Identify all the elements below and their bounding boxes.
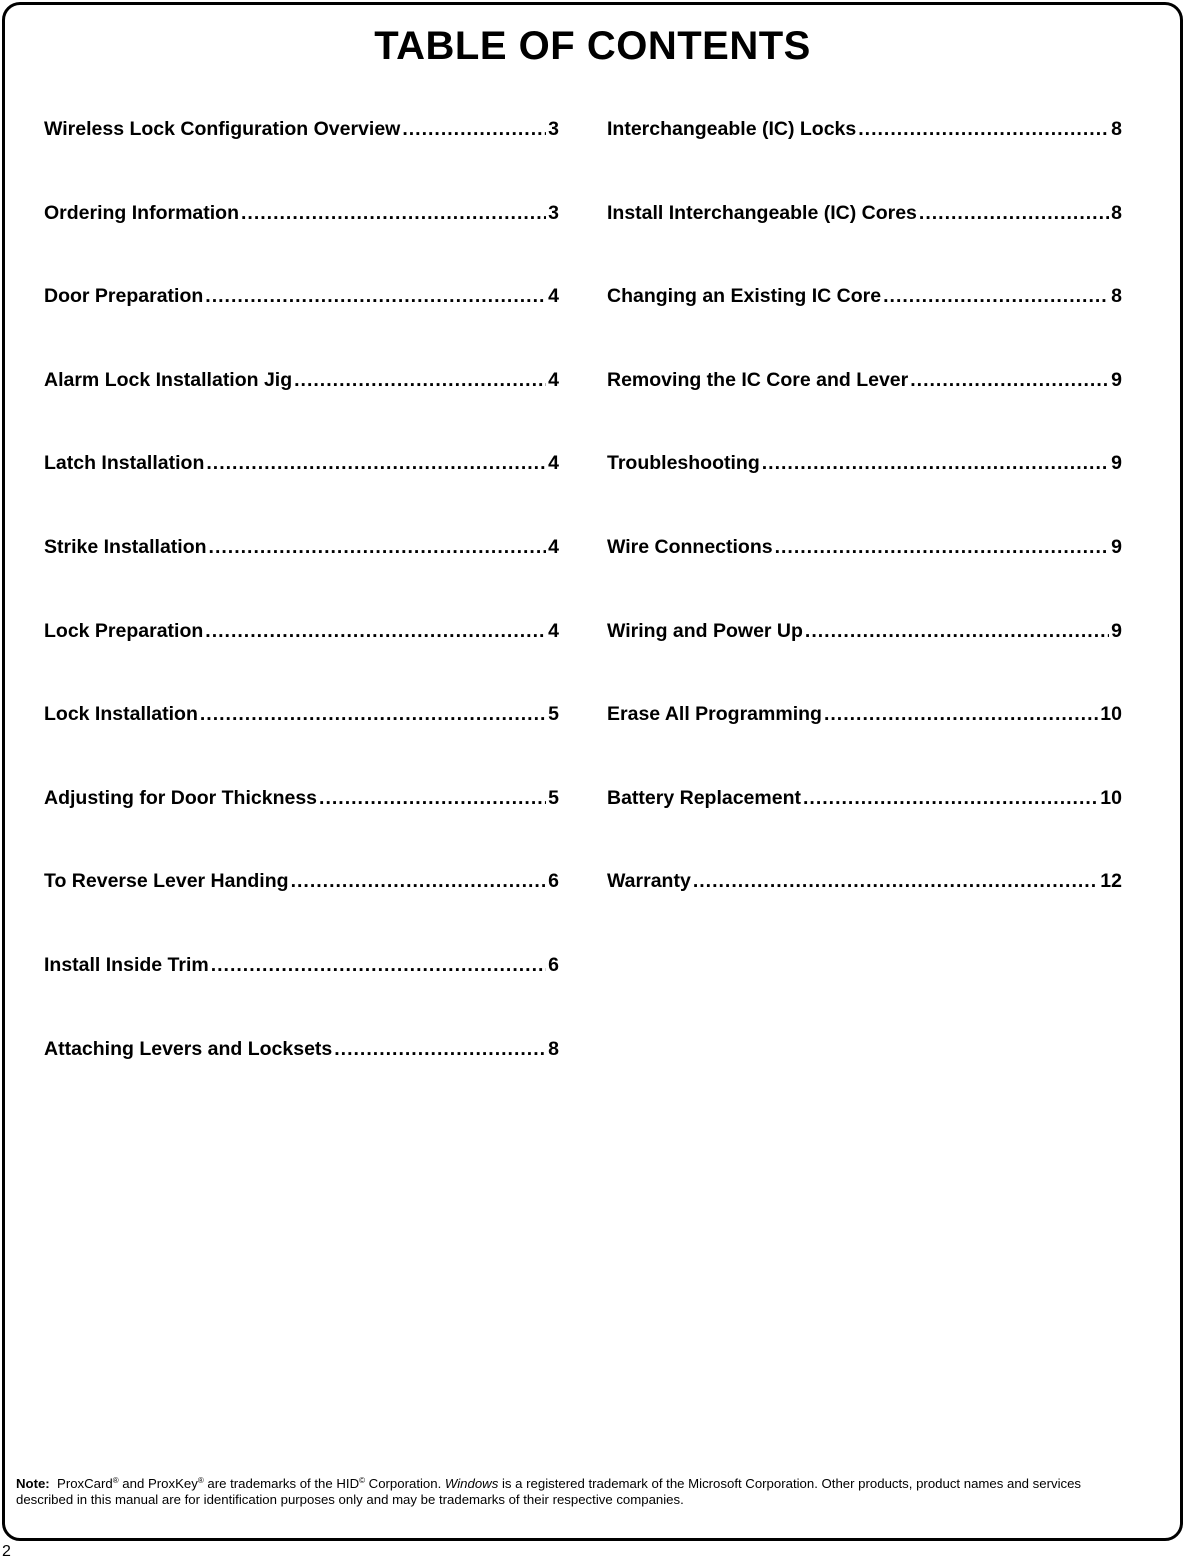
toc-left-column: [44, 118, 559, 1121]
page-title: TABLE OF CONTENTS: [374, 24, 811, 68]
toc-entry[interactable]: [607, 452, 1122, 536]
toc-entry-page: 3: [548, 118, 559, 140]
toc-entry-title: Interchangeable (IC) Locks: [607, 118, 857, 140]
toc-entry-title: Latch Installation: [44, 452, 205, 475]
toc-entry-page: 4: [548, 452, 559, 475]
toc-entry[interactable]: [607, 536, 1122, 620]
toc-entry[interactable]: [44, 787, 559, 871]
toc-dot-leader: [775, 536, 1110, 559]
toc-entry-title: Door Preparation: [44, 285, 204, 308]
toc-entry[interactable]: [607, 285, 1122, 369]
toc-entry-title: Changing an Existing IC Core: [607, 285, 882, 308]
toc-entry-page: 8: [1111, 285, 1122, 308]
note-text: and ProxKey: [118, 1476, 198, 1491]
toc-entry-page: 9: [1111, 368, 1122, 391]
toc-entry-title: Install Inside Trim: [44, 953, 209, 976]
toc-entry-title: Removing the IC Core and Lever: [607, 368, 909, 391]
toc-entry[interactable]: [607, 118, 1122, 202]
toc-entry-title: Install Interchangeable (IC) Cores: [607, 201, 917, 224]
toc-dot-leader: [803, 787, 1098, 810]
note-text: Corporation.: [365, 1476, 445, 1491]
toc-entry[interactable]: [44, 536, 559, 620]
trademark-note: [16, 1476, 1106, 1508]
toc-entry-page: 8: [1111, 118, 1122, 140]
toc-entry-title: Battery Replacement: [607, 786, 801, 809]
toc-entry-page: 4: [548, 285, 559, 308]
toc-entry-title: Strike Installation: [44, 535, 207, 558]
toc-entry[interactable]: [44, 285, 559, 369]
toc-entry-page: 4: [548, 535, 559, 558]
toc-dot-leader: [209, 536, 547, 559]
toc-dot-leader: [910, 369, 1109, 392]
toc-entry-page: 8: [548, 1037, 559, 1060]
toc-dot-leader: [205, 620, 546, 643]
toc-entry-title: Ordering Information: [44, 201, 239, 224]
toc-entry[interactable]: [607, 870, 1122, 954]
toc-dot-leader: [919, 202, 1109, 225]
toc-entry-page: 4: [548, 368, 559, 391]
toc-dot-leader: [241, 202, 546, 225]
toc-entry-page: 8: [1111, 201, 1122, 224]
toc-entry[interactable]: [44, 369, 559, 453]
toc-dot-leader: [334, 1038, 546, 1061]
toc-entry[interactable]: [44, 954, 559, 1038]
toc-entry[interactable]: [44, 452, 559, 536]
toc-entry[interactable]: [44, 202, 559, 286]
toc-right-column: [607, 118, 1122, 954]
toc-dot-leader: [205, 285, 546, 308]
note-text: is a registered trademark of the Microsoft Corporation. Other products, product names and services described in this manual are for identification purposes only and may be trademarks of their respective companies.: [16, 1476, 1082, 1507]
toc-dot-leader: [294, 369, 546, 392]
toc-entry[interactable]: [44, 118, 559, 202]
toc-entry-title: Attaching Levers and Locksets: [44, 1037, 333, 1060]
toc-entry[interactable]: [44, 1038, 559, 1122]
toc-dot-leader: [762, 452, 1109, 475]
toc-entry[interactable]: [607, 787, 1122, 871]
toc-entry[interactable]: [607, 620, 1122, 704]
toc-entry-title: Lock Preparation: [44, 619, 204, 642]
toc-entry-page: 6: [548, 953, 559, 976]
toc-entry-title: Alarm Lock Installation Jig: [44, 368, 293, 391]
toc-entry[interactable]: [607, 202, 1122, 286]
toc-dot-leader: [858, 118, 1109, 141]
toc-dot-leader: [200, 703, 546, 726]
toc-entry-title: Wire Connections: [607, 535, 773, 558]
toc-dot-leader: [319, 787, 546, 810]
toc-entry-page: 9: [1111, 452, 1122, 475]
toc-entry-title: To Reverse Lever Handing: [44, 870, 289, 893]
toc-dot-leader: [824, 703, 1098, 726]
toc-entry-page: 6: [548, 870, 559, 893]
toc-entry[interactable]: [607, 703, 1122, 787]
toc-dot-leader: [211, 954, 546, 977]
toc-entry[interactable]: [44, 703, 559, 787]
toc-entry-title: Troubleshooting: [607, 452, 760, 475]
toc-entry-title: Lock Installation: [44, 703, 198, 726]
registered-mark: ®: [197, 1476, 204, 1485]
toc-entry-page: 3: [548, 201, 559, 224]
toc-entry-title: Adjusting for Door Thickness: [44, 786, 318, 809]
note-text: ProxCard: [57, 1476, 113, 1491]
toc-dot-leader: [883, 285, 1109, 308]
toc-entry-page: 10: [1100, 703, 1122, 726]
note-windows: Windows: [444, 1476, 499, 1491]
toc-entry[interactable]: [44, 870, 559, 954]
toc-entry-page: 5: [548, 786, 559, 809]
note-label: Note:: [16, 1476, 50, 1491]
toc-entry-page: 4: [548, 619, 559, 642]
toc-dot-leader: [693, 870, 1098, 893]
toc-entry-page: 12: [1100, 870, 1122, 893]
toc-entry-page: 9: [1111, 619, 1122, 642]
toc-entry-title: Wireless Lock Configuration Overview: [44, 118, 401, 140]
toc-dot-leader: [805, 620, 1109, 643]
note-text: are trademarks of the HID: [203, 1476, 360, 1491]
copyright-mark: ©: [359, 1476, 366, 1485]
toc-entry[interactable]: [607, 369, 1122, 453]
toc-entry-page: 9: [1111, 535, 1122, 558]
toc-entry-title: Erase All Programming: [607, 703, 822, 726]
registered-mark: ®: [112, 1476, 119, 1485]
toc-entry-title: Warranty: [607, 870, 691, 893]
toc-entry-title: Wiring and Power Up: [607, 619, 803, 642]
page-number: 2: [2, 1543, 11, 1560]
toc-dot-leader: [291, 870, 547, 893]
toc-entry-page: 10: [1100, 786, 1122, 809]
toc-dot-leader: [402, 118, 546, 141]
toc-entry[interactable]: [44, 620, 559, 704]
toc-dot-leader: [206, 452, 546, 475]
toc-entry-page: 5: [548, 703, 559, 726]
